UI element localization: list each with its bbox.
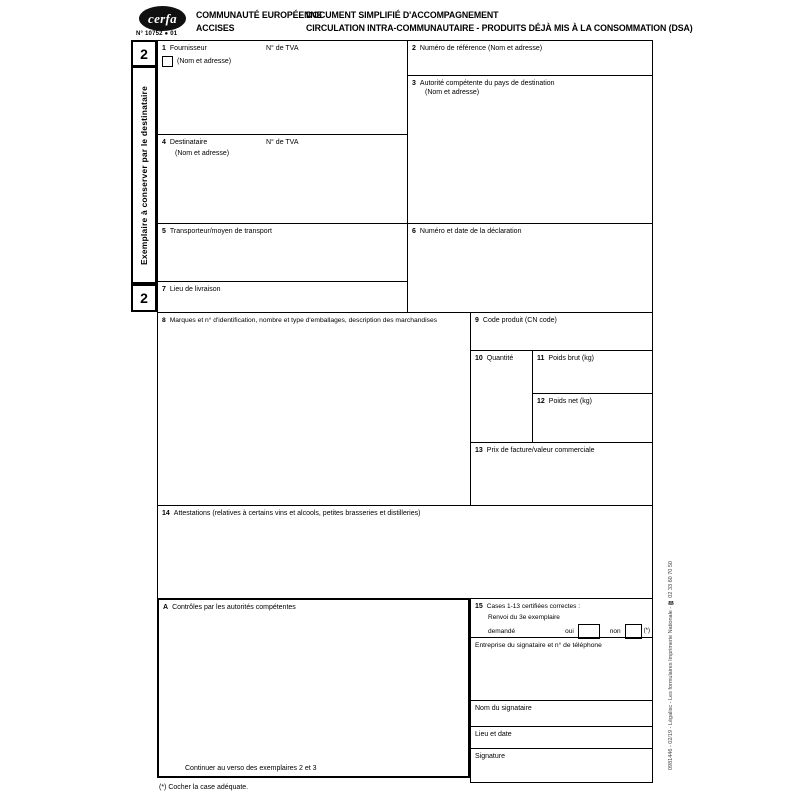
header-org-line2: ACCISES (196, 23, 235, 33)
box-9-code-produit (470, 312, 653, 350)
box-14-label: Attestations (relatives à certains vins et alcools, petites brasseries et distilleries) (173, 510, 421, 517)
box-15-lieu-date (470, 726, 653, 748)
box-12-number: 12 (537, 398, 545, 405)
box-8-number: 8 (162, 317, 166, 324)
box-a-label: Contrôles par les autorités compétentes (172, 604, 296, 611)
box-3-autorite-competente (407, 75, 653, 223)
box-a-footer-note: Continuer au verso des exemplaires 2 et 3 (185, 765, 317, 772)
box-4-sub-label: (Nom et adresse) (175, 150, 230, 157)
copy-number-top (131, 40, 157, 67)
box-11-label: Poids brut (kg) (548, 355, 594, 362)
box-6-label: Numéro et date de la déclaration (419, 228, 522, 235)
box-12-label: Poids net (kg) (548, 398, 592, 405)
box-15-oui-label: oui (565, 628, 574, 635)
box-4-label: Destinataire (169, 139, 208, 146)
printer-imprint-text: 0981446 - 02/19 - Légalisc - Les formulaires Imprimerie Nationale - ☎ 02 33 60 70 50 (668, 560, 674, 770)
box-15-non-label: non (609, 628, 621, 635)
form-grid (157, 40, 653, 783)
box-14-number: 14 (162, 510, 170, 517)
box-4-number: 4 (162, 139, 166, 146)
box-13-label: Prix de facture/valeur commerciale (486, 447, 595, 454)
box-3-label: Autorité compétente du pays de destination (419, 80, 555, 87)
box-15-line2: Renvoi du 3e exemplaire (488, 614, 560, 621)
box-10-number: 10 (475, 355, 483, 362)
copy-number-top-text: 2 (140, 45, 148, 62)
header-organisation (196, 9, 322, 35)
box-15-signature-label: Signature (475, 753, 505, 760)
box-3-sub-label: (Nom et adresse) (425, 89, 480, 96)
copy-strip (131, 66, 157, 284)
box-15-nom-signataire (470, 700, 653, 726)
box-7-label: Lieu de livraison (169, 286, 221, 293)
box-15-number: 15 (475, 603, 483, 610)
box-9-label: Code produit (CN code) (482, 317, 557, 324)
box-1-fournisseur (157, 40, 407, 134)
box-14-attestations (157, 505, 653, 598)
document-title (306, 9, 693, 35)
box-7-number: 7 (162, 286, 166, 293)
box-2-label: Numéro de référence (Nom et adresse) (419, 45, 543, 52)
box-6-numero-date-declaration (407, 223, 653, 312)
cerfa-logo-text: cerfa (148, 10, 177, 26)
box-4-tva-label: N° de TVA (266, 139, 299, 146)
box-1-number: 1 (162, 45, 166, 52)
box-15-lieu-date-label: Lieu et date (475, 731, 512, 738)
box-2-number: 2 (412, 45, 416, 52)
box-5-number: 5 (162, 228, 166, 235)
box-15-certification (470, 598, 653, 637)
box-1-checkbox[interactable] (162, 56, 173, 67)
box-8-marques-identification (157, 312, 470, 505)
box-13-prix-facture (470, 442, 653, 505)
box-15-signature (470, 748, 653, 783)
box-1-label: Fournisseur (169, 45, 207, 52)
form-number: N° 10752 ● 01 (136, 31, 178, 37)
box-15-entreprise-label: Entreprise du signataire et n° de téléphone (475, 642, 602, 649)
box-13-number: 13 (475, 447, 483, 454)
box-15-nom-label: Nom du signataire (475, 705, 532, 712)
box-7-lieu-livraison (157, 281, 407, 312)
header-org-line1: COMMUNAUTÉ EUROPÉENNE (196, 10, 323, 20)
printer-imprint (664, 560, 678, 770)
box-2-numero-reference (407, 40, 653, 75)
box-15-entreprise-signataire (470, 637, 653, 700)
box-6-number: 6 (412, 228, 416, 235)
box-1-tva-label: N° de TVA (266, 45, 299, 52)
title-line2: CIRCULATION INTRA-COMMUNAUTAIRE - PRODUITS DÉJÀ MIS À LA CONSOMMATION (DSA) (306, 23, 693, 33)
box-5-label: Transporteur/moyen de transport (169, 228, 272, 235)
box-15-line1: Cases 1-13 certifiées correctes : (486, 603, 580, 610)
box-8-label: Marques et n° d'identification, nombre et type d'emballages, description des marchandises (169, 317, 438, 324)
box-3-number: 3 (412, 80, 416, 87)
box-12-poids-net (532, 393, 653, 442)
footnote-cocher-case: (*) Cocher la case adéquate. (159, 784, 249, 791)
title-line1: DOCUMENT SIMPLIFIÉ D'ACCOMPAGNEMENT (306, 10, 499, 20)
box-15-star: (*) (643, 628, 650, 634)
cerfa-logo (139, 6, 186, 31)
box-9-number: 9 (475, 317, 479, 324)
copy-number-bottom-text: 2 (140, 290, 148, 306)
copy-strip-label: Exemplaire à conserver par le destinataire (139, 85, 149, 265)
box-10-quantite (470, 350, 532, 442)
box-a-number: A (163, 604, 169, 611)
box-5-transporteur (157, 223, 407, 281)
box-15-line3: demandé (488, 628, 516, 635)
box-10-label: Quantité (486, 355, 514, 362)
box-11-number: 11 (537, 355, 545, 362)
box-1-sub-label: (Nom et adresse) (177, 58, 232, 65)
box-4-destinataire (157, 134, 407, 223)
box-11-poids-brut (532, 350, 653, 393)
copy-number-bottom (131, 284, 157, 312)
box-a-controles (157, 598, 470, 778)
